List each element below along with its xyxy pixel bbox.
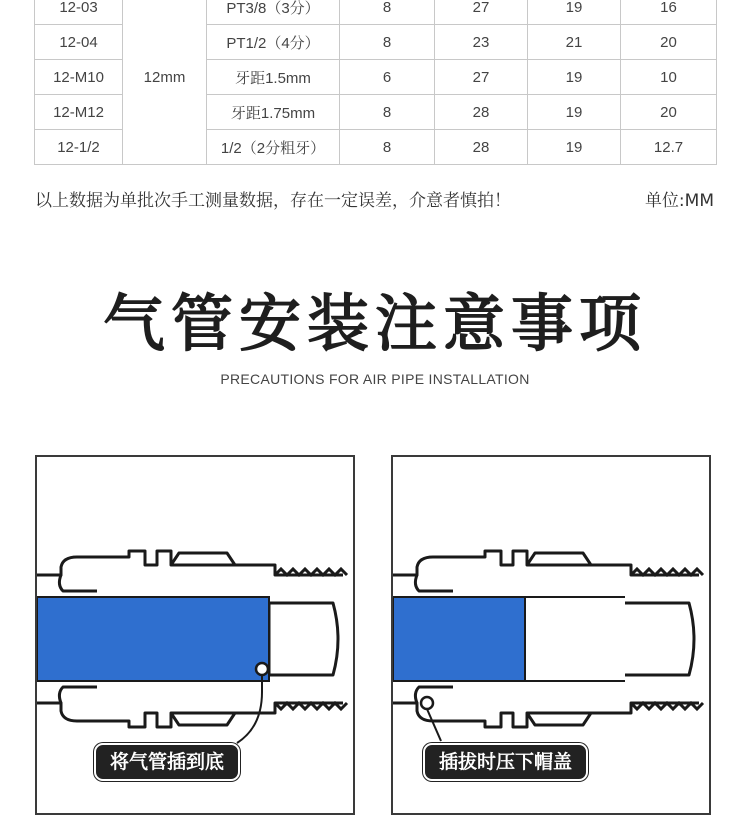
cell-value: 28 (435, 130, 528, 165)
cell-value: 10 (621, 60, 717, 95)
spec-table (34, 0, 717, 165)
cell-thread: PT3/8（3分） (207, 0, 340, 25)
cell-model: 12-M10 (35, 60, 123, 95)
insert-fully-label: 将气管插到底 (94, 743, 240, 781)
install-step-insert-panel (35, 455, 355, 815)
cell-value: 19 (528, 95, 621, 130)
cell-model: 12-04 (35, 25, 123, 60)
cell-value: 19 (528, 130, 621, 165)
press-collar-label: 插拔时压下帽盖 (423, 743, 588, 781)
cell-value: 6 (340, 60, 435, 95)
install-step-press-panel (391, 455, 711, 815)
cell-value: 27 (435, 0, 528, 25)
cell-value: 28 (435, 95, 528, 130)
cell-thread: PT1/2（4分） (207, 25, 340, 60)
cell-value: 8 (340, 95, 435, 130)
cell-value: 8 (340, 0, 435, 25)
cell-thread: 1/2（2分粗牙） (207, 130, 340, 165)
cell-value: 27 (435, 60, 528, 95)
cell-model: 12-1/2 (35, 130, 123, 165)
cell-size: 12mm (123, 0, 207, 165)
cell-model: 12-03 (35, 0, 123, 25)
cell-value: 8 (340, 25, 435, 60)
cell-value: 19 (528, 60, 621, 95)
measurement-note: 以上数据为单批次手工测量数据，存在一定误差，介意者慎拍！ (35, 191, 511, 211)
cell-value: 20 (621, 95, 717, 130)
cell-value: 8 (340, 130, 435, 165)
cell-thread: 牙距1.75mm (207, 95, 340, 130)
cell-value: 19 (528, 0, 621, 25)
cell-value: 16 (621, 0, 717, 25)
cell-value: 23 (435, 25, 528, 60)
section-title: 气管安装注意事项 (102, 287, 647, 360)
cell-model: 12-M12 (35, 95, 123, 130)
cell-value: 20 (621, 25, 717, 60)
cell-value: 21 (528, 25, 621, 60)
cell-thread: 牙距1.5mm (207, 60, 340, 95)
table-row (35, 0, 717, 25)
section-subtitle: PRECAUTIONS FOR AIR PIPE INSTALLATION (220, 371, 530, 387)
cell-value: 12.7 (621, 130, 717, 165)
unit-label: 单位:MM (644, 191, 714, 211)
